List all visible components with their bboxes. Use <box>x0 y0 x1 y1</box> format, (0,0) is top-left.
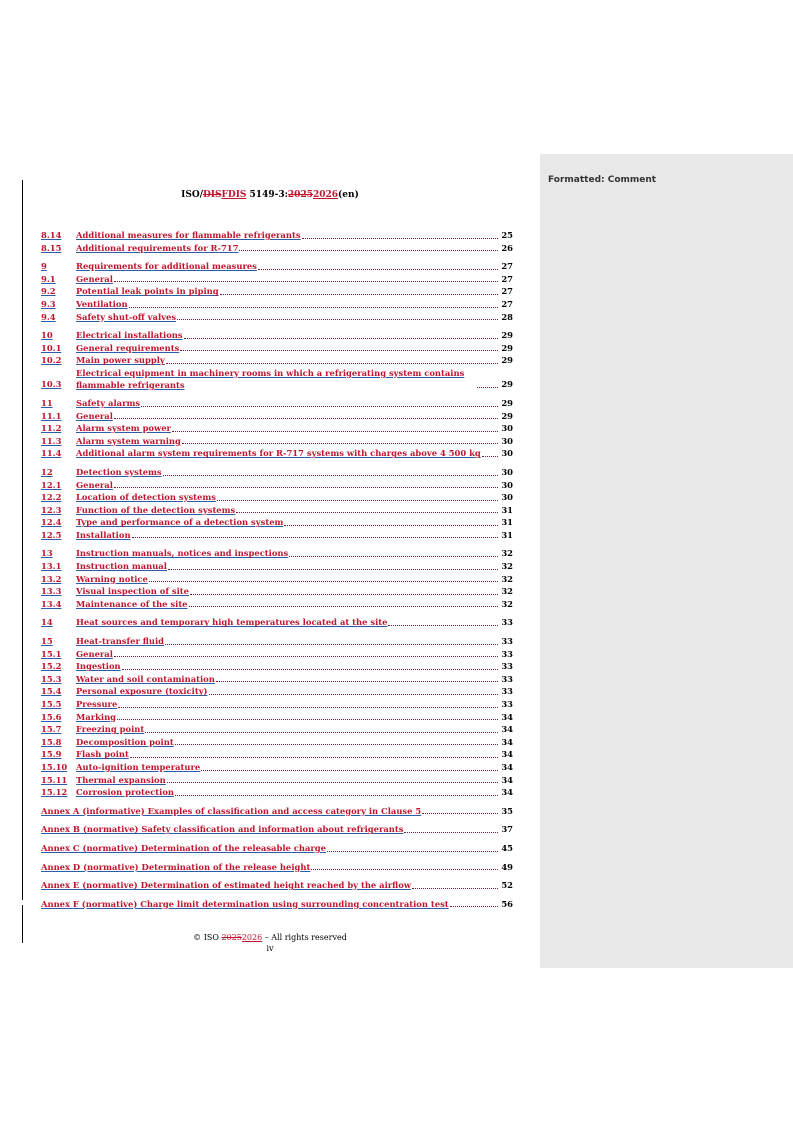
toc-dot-leader <box>190 594 498 595</box>
toc-dot-leader <box>412 888 498 889</box>
header-prefix: ISO/ <box>181 190 203 200</box>
toc-entry-page: 37 <box>501 824 513 835</box>
toc-entry-page: 33 <box>501 636 513 647</box>
toc-entry[interactable] <box>41 273 513 286</box>
toc-entry[interactable] <box>41 504 513 517</box>
toc-entry[interactable] <box>41 242 513 255</box>
toc-entry[interactable] <box>41 723 513 736</box>
toc-annex-entry[interactable] <box>41 861 513 874</box>
footer-copyright-suffix: – All rights reserved <box>262 933 347 942</box>
toc-entry-page: 34 <box>501 787 513 798</box>
toc-entry[interactable] <box>41 573 513 586</box>
toc-entry-number: 9 <box>41 261 47 272</box>
toc-dot-leader <box>117 719 498 720</box>
toc-entry[interactable] <box>41 660 513 673</box>
toc-entry-page: 26 <box>501 242 513 253</box>
toc-entry[interactable] <box>41 598 513 611</box>
toc-entry-number: 15.10 <box>41 761 68 772</box>
toc-entry-number: 13 <box>41 548 53 559</box>
toc-entry-page: 35 <box>501 805 513 816</box>
toc-dot-leader <box>236 512 498 513</box>
toc-entry-title: Auto-ignition temperature <box>76 761 201 772</box>
comment-panel-label: Formatted: Comment <box>548 175 657 185</box>
toc-entry[interactable] <box>41 736 513 749</box>
toc-entry-title: Type and performance of a detection system <box>76 517 284 528</box>
toc-entry-number: 8.15 <box>41 242 62 253</box>
toc-entry-title: Thermal expansion <box>76 774 166 785</box>
toc-entry-page: 30 <box>501 479 513 490</box>
toc-entry-title: Location of detection systems <box>76 492 216 503</box>
change-bar-top <box>22 180 23 900</box>
toc-annex-entry[interactable] <box>41 805 513 818</box>
toc-entry-title: Corrosion protection <box>76 787 175 798</box>
toc-entry[interactable] <box>41 491 513 504</box>
toc-dot-leader <box>289 556 498 557</box>
toc-entry[interactable] <box>41 547 513 560</box>
toc-entry[interactable] <box>41 560 513 573</box>
toc-entry[interactable] <box>41 648 513 661</box>
toc-entry-number: 15.7 <box>41 724 62 735</box>
toc-entry[interactable] <box>41 354 513 367</box>
toc-entry[interactable] <box>41 311 513 324</box>
toc-entry-number: 15.2 <box>41 661 62 672</box>
header-inserted-stage: FDIS <box>221 190 247 200</box>
toc-dot-leader <box>302 238 498 239</box>
toc-entry-title: Additional measures for flammable refrigerants <box>76 230 301 240</box>
toc-entry-title: Heat sources and temporary high temperatures located at the site <box>76 617 388 628</box>
comment-margin-panel <box>540 154 793 968</box>
toc-dot-leader <box>201 770 498 771</box>
toc-dot-leader <box>239 250 498 251</box>
toc-entry-page: 32 <box>501 561 513 572</box>
toc-entry-number: 9.2 <box>41 286 56 297</box>
toc-entry[interactable] <box>41 529 513 542</box>
toc-entry[interactable] <box>41 342 513 355</box>
toc-dot-leader <box>149 581 498 582</box>
toc-entry-title: Requirements for additional measures <box>76 261 257 272</box>
toc-entry-title: Decomposition point <box>76 736 174 747</box>
toc-entry[interactable] <box>41 698 513 711</box>
header-deleted-stage: DIS <box>202 190 222 200</box>
toc-entry[interactable] <box>41 685 513 698</box>
header-doc-number: 5149-3: <box>246 190 288 200</box>
toc-entry-page: 33 <box>501 686 513 697</box>
toc-entry-page: 33 <box>501 617 513 628</box>
toc-entry-title: Additional requirements for R-717 <box>76 242 239 253</box>
toc-entry-number: 15.4 <box>41 686 62 697</box>
toc-entry-page: 45 <box>501 842 513 853</box>
toc-dot-leader <box>118 707 498 708</box>
toc-entry-title: Ventilation <box>76 298 128 309</box>
toc-entry-page: 32 <box>501 548 513 559</box>
toc-entry-number: 13.4 <box>41 598 62 609</box>
toc-entry[interactable] <box>41 786 513 799</box>
toc-entry-number: 10.2 <box>41 355 62 366</box>
toc-dot-leader <box>311 869 498 870</box>
toc-entry-number: 15 <box>41 636 53 647</box>
toc-entry-title: Heat-transfer fluid <box>76 636 164 647</box>
toc-dot-leader <box>189 606 498 607</box>
toc-entry-page: 27 <box>501 273 513 284</box>
toc-entry-page: 33 <box>501 699 513 709</box>
toc-entry-title: Annex F (normative) Charge limit determination using surrounding concentration test <box>41 898 449 909</box>
toc-entry-page: 31 <box>501 529 513 540</box>
toc-entry-title: Electrical installations <box>76 330 183 341</box>
page-footer <box>41 932 499 954</box>
toc-entry-title: Additional alarm system requirements for R-717 systems with charges above 4 500 kg <box>76 448 481 459</box>
toc-entry-number: 10.3 <box>41 379 62 390</box>
toc-entry-title: Instruction manual <box>76 561 167 572</box>
toc-entry-number: 12.4 <box>41 517 62 528</box>
toc-entry[interactable] <box>41 260 513 273</box>
toc-entry-title: Pressure <box>76 699 118 709</box>
toc-entry-number: 13.1 <box>41 561 62 572</box>
toc-entry-number: 11.3 <box>41 435 62 446</box>
toc-entry-title: Annex D (normative) Determination of the release height <box>41 861 311 872</box>
toc-dot-leader <box>217 500 498 501</box>
toc-entry-title: Annex B (normative) Safety classification and information about refrigerants <box>41 824 404 835</box>
toc-entry-number: 15.12 <box>41 787 68 798</box>
toc-entry[interactable] <box>41 410 513 423</box>
toc-entry-title: General requirements <box>76 342 180 353</box>
toc-entry[interactable] <box>41 435 513 448</box>
toc-entry-page: 34 <box>501 724 513 735</box>
toc-entry-number: 11.2 <box>41 423 62 434</box>
toc-dot-leader <box>327 851 498 852</box>
toc-entry[interactable] <box>41 761 513 774</box>
footer-inserted-year: 2026 <box>241 933 263 942</box>
toc-dot-leader <box>209 694 498 695</box>
toc-entry-page: 30 <box>501 448 513 459</box>
toc-entry-title: General <box>76 648 113 659</box>
toc-entry[interactable] <box>41 298 513 311</box>
toc-entry-page: 56 <box>501 898 513 909</box>
toc-entry[interactable] <box>41 229 513 242</box>
toc-entry-page: 32 <box>501 586 513 597</box>
footer-copyright-prefix: © ISO <box>193 933 222 942</box>
toc-dot-leader <box>180 350 498 351</box>
toc-entry-page: 29 <box>501 397 513 408</box>
toc-entry-page: 32 <box>501 573 513 584</box>
toc-dot-leader <box>165 644 498 645</box>
toc-entry-page: 33 <box>501 673 513 684</box>
toc-entry-page: 25 <box>501 230 513 240</box>
toc-annex-entry[interactable] <box>41 842 513 855</box>
toc-dot-leader <box>177 319 498 320</box>
toc-entry-title: Marking <box>76 711 117 722</box>
toc-annex-entry[interactable] <box>41 823 513 836</box>
toc-dot-leader <box>114 281 498 282</box>
toc-entry[interactable] <box>41 748 513 761</box>
toc-entry-page: 31 <box>501 517 513 528</box>
toc-entry[interactable] <box>41 447 513 460</box>
toc-entry-number: 10.1 <box>41 342 62 353</box>
toc-dot-leader <box>141 406 498 407</box>
toc-entry-number: 14 <box>41 617 53 628</box>
toc-entry-title: Personal exposure (toxicity) <box>76 686 208 697</box>
toc-entry-page: 52 <box>501 880 513 891</box>
toc-entry[interactable] <box>41 466 513 479</box>
toc-dot-leader <box>166 363 498 364</box>
toc-entry-page: 29 <box>501 342 513 353</box>
toc-dot-leader <box>114 656 498 657</box>
toc-entry-page: 27 <box>501 298 513 309</box>
toc-dot-leader <box>184 338 498 339</box>
toc-entry-number: 15.9 <box>41 749 62 760</box>
toc-entry-title: Function of the detection systems <box>76 504 236 515</box>
toc-dot-leader <box>258 269 498 270</box>
toc-dot-leader <box>220 294 498 295</box>
toc-entry-title: General <box>76 479 113 490</box>
toc-dot-leader <box>450 906 498 907</box>
toc-entry-title: Warning notice <box>76 573 148 584</box>
toc-entry-number: 15.5 <box>41 699 62 709</box>
toc-entry-number: 8.14 <box>41 230 62 240</box>
toc-entry-number: 13.3 <box>41 586 62 597</box>
toc-entry-title: Water and soil contamination <box>76 673 215 684</box>
toc-entry-number: 12.1 <box>41 479 62 490</box>
footer-deleted-year: 2025 <box>221 933 242 942</box>
toc-dot-leader <box>404 832 498 833</box>
header-inserted-year: 2026 <box>312 190 339 200</box>
toc-entry-number: 9.1 <box>41 273 56 284</box>
toc-entry-title: Freezing point <box>76 724 145 735</box>
toc-entry-page: 34 <box>501 736 513 747</box>
toc-entry[interactable] <box>41 635 513 648</box>
toc-dot-leader <box>216 681 498 682</box>
toc-entry-number: 9.4 <box>41 311 56 322</box>
toc-entry-page: 31 <box>501 504 513 515</box>
toc-entry-page: 27 <box>501 286 513 297</box>
change-bar-bottom <box>22 905 23 943</box>
toc-entry-title: Annex E (normative) Determination of estimated height reached by the airflow <box>41 880 412 891</box>
toc-entry-title: Annex C (normative) Determination of the releasable charge <box>41 842 326 853</box>
toc-dot-leader <box>130 757 498 758</box>
toc-entry-title: Alarm system warning <box>76 435 181 446</box>
toc-entry-number: 12 <box>41 466 53 477</box>
toc-entry-page: 29 <box>501 379 513 390</box>
toc-entry-title: Electrical equipment in machinery rooms in which a refrigerating system contains flammable refrigerants <box>76 367 465 390</box>
toc-entry-page: 27 <box>501 261 513 272</box>
toc-entry-page: 32 <box>501 598 513 609</box>
toc-entry[interactable] <box>41 329 513 342</box>
toc-entry-page: 29 <box>501 410 513 421</box>
table-of-contents <box>41 229 513 910</box>
toc-entry-title: Maintenance of the site <box>76 598 188 609</box>
header-deleted-year: 2025 <box>287 190 313 200</box>
toc-dot-leader <box>482 456 498 457</box>
page-number: iv <box>266 944 274 953</box>
toc-dot-leader <box>388 625 498 626</box>
toc-entry[interactable] <box>41 479 513 492</box>
toc-entry-number: 11 <box>41 397 53 408</box>
toc-entry[interactable] <box>41 585 513 598</box>
toc-entry-number: 13.2 <box>41 573 62 584</box>
toc-dot-leader <box>175 744 498 745</box>
toc-entry-page: 29 <box>501 330 513 341</box>
toc-dot-leader <box>145 732 498 733</box>
toc-dot-leader <box>114 487 498 488</box>
toc-dot-leader <box>122 669 498 670</box>
toc-entry-title: Visual inspection of site <box>76 586 189 597</box>
toc-entry-number: 15.11 <box>41 774 68 785</box>
toc-entry-number: 12.5 <box>41 529 62 540</box>
toc-entry-page: 34 <box>501 711 513 722</box>
toc-entry-title: Annex A (informative) Examples of classification and access category in Clause 5 <box>41 805 422 816</box>
toc-entry-page: 34 <box>501 749 513 760</box>
toc-dot-leader <box>132 537 498 538</box>
toc-entry[interactable] <box>41 397 513 410</box>
toc-dot-leader <box>114 418 498 419</box>
toc-entry-number: 9.3 <box>41 298 56 309</box>
toc-entry-page: 30 <box>501 466 513 477</box>
toc-entry-page: 30 <box>501 435 513 446</box>
toc-entry-page: 49 <box>501 861 513 872</box>
toc-entry[interactable] <box>41 711 513 724</box>
toc-entry-page: 29 <box>501 355 513 366</box>
toc-dot-leader <box>172 431 498 432</box>
toc-annex-entry[interactable] <box>41 879 513 892</box>
document-header <box>41 190 499 200</box>
toc-entry[interactable] <box>41 774 513 787</box>
toc-entry-page: 30 <box>501 423 513 434</box>
toc-entry-number: 15.6 <box>41 711 62 722</box>
toc-entry-number: 12.2 <box>41 492 62 503</box>
toc-dot-leader <box>422 813 498 814</box>
toc-dot-leader <box>284 525 498 526</box>
toc-dot-leader <box>182 443 498 444</box>
toc-dot-leader <box>175 795 498 796</box>
toc-entry[interactable] <box>41 367 513 391</box>
header-suffix: (en) <box>338 190 359 200</box>
toc-entry-number: 15.8 <box>41 736 62 747</box>
toc-entry-title: Safety alarms <box>76 397 141 408</box>
toc-entry-number: 11.4 <box>41 448 62 459</box>
toc-dot-leader <box>163 475 498 476</box>
toc-dot-leader <box>168 569 498 570</box>
toc-entry[interactable] <box>41 673 513 686</box>
toc-dot-leader <box>167 782 498 783</box>
toc-entry-title: General <box>76 273 113 284</box>
toc-entry[interactable] <box>41 516 513 529</box>
toc-entry-title: Safety shut-off valves <box>76 311 177 322</box>
toc-entry-title: Ingestion <box>76 661 121 672</box>
toc-entry-title: Potential leak points in piping <box>76 286 219 297</box>
toc-entry-page: 34 <box>501 774 513 785</box>
toc-entry-title: General <box>76 410 113 421</box>
toc-entry-title: Installation <box>76 529 131 540</box>
toc-entry[interactable] <box>41 285 513 298</box>
toc-entry-number: 11.1 <box>41 410 62 421</box>
toc-entry-page: 33 <box>501 648 513 659</box>
toc-entry[interactable] <box>41 616 513 629</box>
toc-entry-page: 28 <box>501 311 513 322</box>
toc-entry-page: 33 <box>501 661 513 672</box>
toc-entry-number: 15.1 <box>41 648 62 659</box>
toc-annex-entry[interactable] <box>41 898 513 911</box>
toc-dot-leader <box>477 387 498 388</box>
toc-entry-title: Main power supply <box>76 355 165 366</box>
toc-dot-leader <box>129 307 498 308</box>
toc-entry-number: 15.3 <box>41 673 62 684</box>
toc-entry-title: Detection systems <box>76 466 162 477</box>
toc-entry-title: Instruction manuals, notices and inspections <box>76 548 289 559</box>
toc-entry-number: 12.3 <box>41 504 62 515</box>
toc-entry[interactable] <box>41 422 513 435</box>
toc-entry-page: 30 <box>501 492 513 503</box>
toc-entry-title: Flash point <box>76 749 129 760</box>
toc-entry-number: 10 <box>41 330 53 341</box>
toc-entry-page: 34 <box>501 761 513 772</box>
toc-entry-title: Alarm system power <box>76 423 171 434</box>
